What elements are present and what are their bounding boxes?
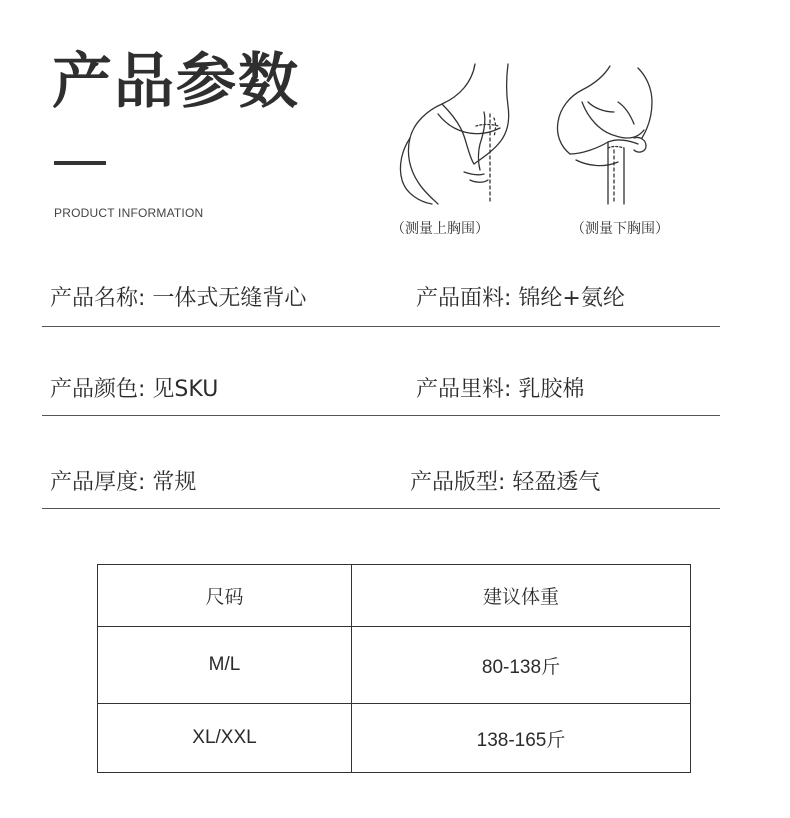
size-table bbox=[97, 564, 691, 773]
page-subtitle: PRODUCT INFORMATION bbox=[54, 206, 204, 220]
measure-under-bust-icon bbox=[548, 62, 678, 207]
spec-divider bbox=[42, 415, 720, 416]
spec-label: 产品面料 bbox=[416, 286, 505, 311]
size-cell: M/L bbox=[98, 627, 352, 704]
measure-upper-bust-illustration bbox=[380, 62, 530, 207]
measure-upper-bust-caption: （测量上胸围） bbox=[391, 221, 489, 237]
table-header-row bbox=[98, 565, 691, 627]
page-title: 产品参数 bbox=[52, 47, 300, 117]
spec-lining: 产品里料: 乳胶棉 bbox=[416, 377, 585, 402]
spec-label: 产品名称 bbox=[50, 286, 139, 311]
title-divider bbox=[54, 161, 106, 165]
spec-value: 乳胶棉 bbox=[518, 377, 585, 402]
measure-under-bust-illustration bbox=[548, 62, 678, 207]
spec-value: 见SKU bbox=[152, 377, 219, 402]
size-cell: XL/XXL bbox=[98, 704, 352, 773]
weight-cell: 80-138斤 bbox=[352, 627, 691, 704]
spec-label: 产品里料 bbox=[416, 377, 505, 402]
table-row bbox=[98, 627, 691, 704]
header-weight: 建议体重 bbox=[352, 565, 691, 627]
measure-upper-bust-icon bbox=[380, 62, 530, 207]
spec-fit: 产品版型: 轻盈透气 bbox=[410, 470, 601, 495]
weight-cell: 138-165斤 bbox=[352, 704, 691, 773]
spec-color: 产品颜色: 见SKU bbox=[50, 377, 219, 402]
spec-thickness: 产品厚度: 常规 bbox=[50, 470, 197, 495]
spec-value: 轻盈透气 bbox=[512, 470, 601, 495]
spec-product-name: 产品名称: 一体式无缝背心 bbox=[50, 286, 307, 311]
spec-label: 产品颜色 bbox=[50, 377, 139, 402]
spec-value: 一体式无缝背心 bbox=[152, 286, 307, 311]
header-size: 尺码 bbox=[98, 565, 352, 627]
spec-label: 产品厚度 bbox=[50, 470, 139, 495]
measure-under-bust-caption: （测量下胸围） bbox=[571, 221, 669, 237]
spec-divider bbox=[42, 508, 720, 509]
table-row bbox=[98, 704, 691, 773]
spec-label: 产品版型 bbox=[410, 470, 499, 495]
spec-value: 常规 bbox=[152, 470, 197, 495]
spec-value: 锦纶+氨纶 bbox=[518, 286, 625, 311]
spec-fabric: 产品面料: 锦纶+氨纶 bbox=[416, 286, 625, 311]
spec-divider bbox=[42, 326, 720, 327]
